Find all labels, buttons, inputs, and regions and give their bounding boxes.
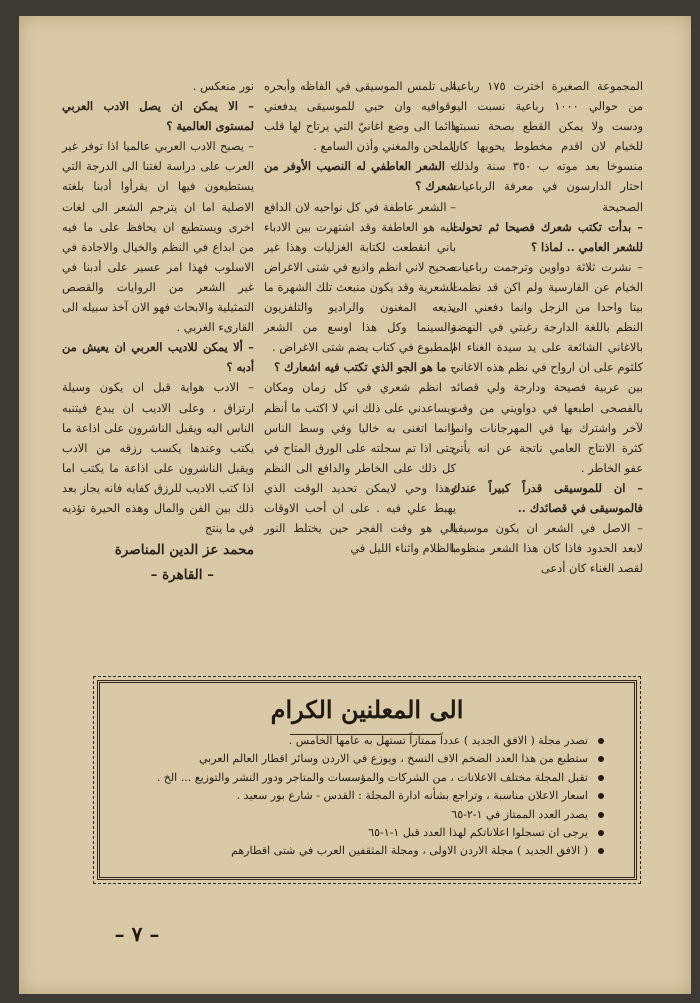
- question: – ألا يمكن للاديب العربي ان يعيش من أدبه ؟: [62, 340, 254, 375]
- article-column-left: [62, 76, 254, 676]
- notice-item: [114, 824, 604, 842]
- question: – بدأت تكتب شعرك فصيحا ثم تحولت للشعر العامي .. لماذا ؟: [451, 219, 643, 254]
- magazine-page: [19, 16, 691, 994]
- author-city: – القاهرة –: [150, 567, 214, 584]
- notice-item-text: ( الافق الجديد ) مجلة الاردن الاولى ، ومجلة المثقفين العرب في شتى اقطارهم: [231, 844, 588, 858]
- paragraph: المجموعة الصغيرة اخترت ١٧٥ رباعية من حوالي ١٠٠٠ رباعية نسبت اليه ودست ولا يمكن القطع بصحة نسبتها للخيام لان اقدم مخطوط يحويها كان منسوخا بعد موته ب ٣٥٠ سنة ولذلك احتار الدارسون في معرفة الرباعيات الصحيحة: [451, 79, 643, 214]
- notice-item-text: يرجى ان تسجلوا اعلاناتكم لهذا العدد قبل ١-١-٦٥: [368, 826, 588, 840]
- notice-list: [100, 732, 634, 861]
- paragraph: الى تلمس الموسيقى في الفاظه وأبحره وقوافيه وان حبي للموسيقى يدفعني دائما الى وضع اغانيّ التي يرتاح لها قلب الملحن والمغني وأذن السامع .: [264, 79, 456, 154]
- page-number: – ٧ –: [114, 922, 160, 946]
- paragraph: – الشعر عاطفة في كل نواحيه لان الدافع اليه هو العاطفة وقد اشتهرت بين الادباء باني انقطعت لكتابة الغزليات وهذا غير صحيح لاني انظم واذيع في شتى الاغراض الشعرية وقد يكون منبعث تلك الشهرة ما يذيعه المغنون والراديو والتلفزيون والسينما وكل هذا اوسع من الشعر المطبوع في كتاب يضم شتى الاغراض .: [264, 199, 456, 355]
- notice-item: [114, 750, 604, 768]
- bullet-icon: [598, 775, 604, 781]
- notice-item-text: اسعار الاعلان مناسبة ، وتراجع بشأنه ادارة المجلة : القدس - شارع بور سعيد .: [236, 789, 588, 803]
- paragraph: – نشرت ثلاثة دواوين وترجمت رباعيات الخيام عن الفارسية ولم اكن قد نظمت بيتا واحدا من الزجل وانما دفعني الى النظم باللغة الدارجة رغبتي في النهضة بالاغاني الشائعة على يد سيدة الغناء ام كلثوم على ان ارواح في نظم هذه الاغاني بين عربية فصيحة ودارجة ولي قصائد بالفصحى اطبعها في دواويني من وقت لآخر واشترك بها في المهرجانات وانما كثرة الانتاج العامي ناتجة عن انه يأتي عفو الخاطر .: [451, 259, 643, 475]
- notice-item-text: تصدر مجلة ( الافق الجديد ) عدداً ممتازاً تستهل به عامها الخامس .: [288, 734, 588, 747]
- question: – الشعر العاطفي له النصيب الأوفر من شعرك ؟: [264, 159, 456, 194]
- notice-item: [114, 732, 604, 750]
- notice-item-text: يصدر العدد الممتاز في ١-٢-٦٥: [451, 807, 588, 821]
- paragraph: – يصبح الادب العربي عالميا اذا توفر غير العرب على دراسة لغتنا الى الدرجة التي يستطيعون فيها ان يقرأوا أدبنا بلغته الاصلية اما ان يترجم الشعر الى لغات اخرى ويستطيع ان يحافظ على ما فيه من ابداع في النظم والخيال والاجادة في الاسلوب فهذا امر عسير على أدبنا في غير الشعر من الروايات والقصص التمثيلية والابحاث فهو الان آخذ سبيله الى القارىء الغربي .: [62, 139, 254, 335]
- question: – ان للموسيقى قدراً كبيراً عندك فالموسيقى في قصائدك ..: [451, 480, 643, 515]
- bullet-icon: [598, 812, 604, 818]
- bullet-icon: [598, 738, 604, 744]
- bullet-icon: [598, 830, 604, 836]
- notice-title: الى المعلنين الكرام: [270, 695, 464, 724]
- bullet-icon: [598, 848, 604, 854]
- paragraph: نور منعكس .: [192, 79, 254, 93]
- paragraph: – انظم شعري في كل زمان ومكان ويساعدني على ذلك اني لا اكتب ما أنظم وانما اتغنى به خاليا وفي وسط الناس حتى اذا تم سجلته على الورق المتاح في كل ذلك على الخاطر والدافع الى النظم وهذا وحي لايمكن تحديد الوقت الذي يهبط علي فيه . على ان أحب الاوقات الي هو وقت الفجر حين يختلط النور بالظلام واثناء الليل في: [264, 380, 456, 556]
- advertisers-notice-box: [97, 680, 637, 880]
- article-columns: [19, 76, 691, 676]
- notice-item-text: ستطبع من هذا العدد الضخم الاف النسخ ، ويوزع في الاردن وسائر اقطار العالم العربي: [198, 752, 588, 766]
- notice-item-text: تقبل المجلة مختلف الاعلانات ، من الشركات والمؤسسات والمتاجر ودور النشر والتوزيع ... الخ .: [156, 770, 588, 784]
- question: – الا يمكن ان يصل الادب العربي لمستوى العالمية ؟: [62, 99, 254, 134]
- author-signature: محمد عز الدين المناصرة: [114, 542, 254, 559]
- question: – ما هو الجو الذي تكتب فيه اشعارك ؟: [274, 360, 456, 375]
- notice-item: [114, 806, 604, 824]
- bullet-icon: [598, 756, 604, 762]
- article-column-right: [451, 76, 643, 676]
- bullet-icon: [598, 793, 604, 799]
- paragraph: – الاصل في الشعر ان يكون موسيقيا لابعد الحدود فاذا كان هذا الشعر منظوما لقصد الغناء كان أدعى: [451, 521, 643, 576]
- notice-item: [114, 769, 604, 787]
- notice-item: [114, 842, 604, 860]
- paragraph: – الادب هواية قبل ان يكون وسيلة ارتزاق ، وعلى الاديب ان يبدع فيتنبه الناس اليه ويقبل الناشرون على اذاعة ما يكتب وعندها يكسب رزقه من الادب ويقبل الناشرون على اذاعة ما يكتب اما اذا كتب الاديب للرزق كفايه فانه يجاز بعد ذلك بين الفن والمال وهذه الحيرة تؤذيه في ما ينتج: [62, 380, 254, 536]
- article-column-middle: [264, 76, 456, 676]
- notice-item: [114, 787, 604, 805]
